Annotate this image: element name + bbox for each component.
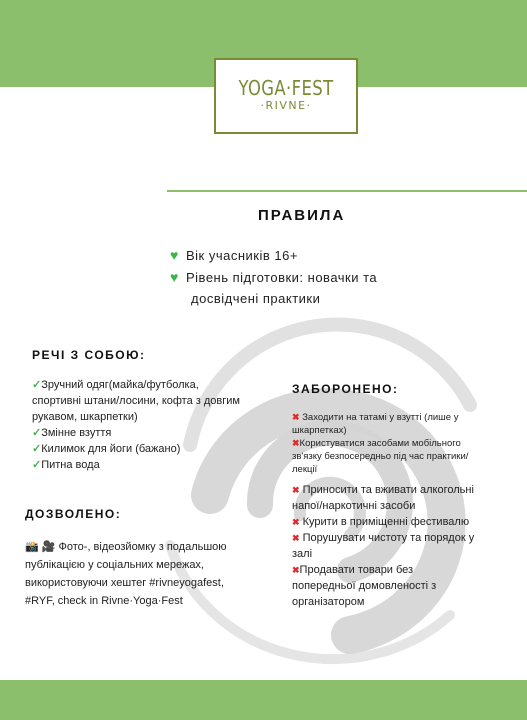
check-icon: ✓ [32, 379, 42, 391]
list-item: ✓Питна вода [32, 459, 100, 471]
list-item: рукавом, шкарпетки) [32, 411, 138, 423]
forbidden-small-list: ✖ Заходити на татамі у взутті (лише у шкарпетках) ✖Користуватися засобами мобільного зв'язку безпосередньо під час практики/ лекції [292, 412, 469, 475]
logo-subtitle: ·RIVNE· [260, 99, 312, 112]
cross-icon: ✖ [292, 517, 300, 527]
requirement-level: ♥ Рівень підготовки: новачки та [170, 266, 377, 289]
check-icon: ✓ [32, 459, 42, 471]
check-icon: ✓ [32, 427, 42, 439]
allowed-text: 📸 🎥 Фото-, відеозйомку з подальшою публікацією у соціальних мережах, використовуючи хештег #rivneyogafest, #RYF, check in Rivne·Yoga·Fest [25, 541, 227, 607]
cross-icon: ✖ [292, 485, 300, 495]
requirement-level-cont: досвідчені практики [191, 291, 321, 306]
forbidden-heading: ЗАБОРОНЕНО: [292, 382, 399, 396]
festival-logo [214, 58, 358, 134]
page-title: ПРАВИЛА [258, 207, 346, 224]
cross-icon: ✖ [292, 438, 300, 448]
bring-heading: РЕЧІ З СОБОЮ: [32, 348, 146, 362]
list-item: ✓Змінне взуття [32, 427, 112, 439]
green-heart-icon: ♥ [170, 269, 179, 285]
logo-title: YOGA·FEST [238, 76, 334, 100]
list-item: ✓Килимок для йоги (бажано) [32, 443, 181, 455]
list-item: ✓Зручний одяг(майка/футболка, [32, 379, 199, 391]
cross-icon: ✖ [292, 533, 300, 543]
bottom-green-band [0, 680, 527, 720]
list-item: спортивні штани/лосини, кофта з довгим [32, 395, 240, 407]
forbidden-list: ✖ Приносити та вживати алкогольні напої/наркотичні засоби ✖ Курити в приміщенні фестивалю ✖ Порушувати чистоту та порядок у залі ✖Продавати товари без попередньої домовленості з організатором [292, 484, 475, 608]
cross-icon: ✖ [292, 412, 300, 422]
camera-icon: 📸 🎥 [25, 541, 56, 553]
green-heart-icon: ♥ [170, 247, 179, 263]
requirement-age: ♥ Вік учасників 16+ [170, 244, 298, 267]
divider-line [167, 190, 527, 192]
cross-icon: ✖ [292, 565, 300, 575]
allowed-heading: ДОЗВОЛЕНО: [25, 507, 122, 521]
check-icon: ✓ [32, 443, 42, 455]
bring-list [32, 377, 240, 473]
